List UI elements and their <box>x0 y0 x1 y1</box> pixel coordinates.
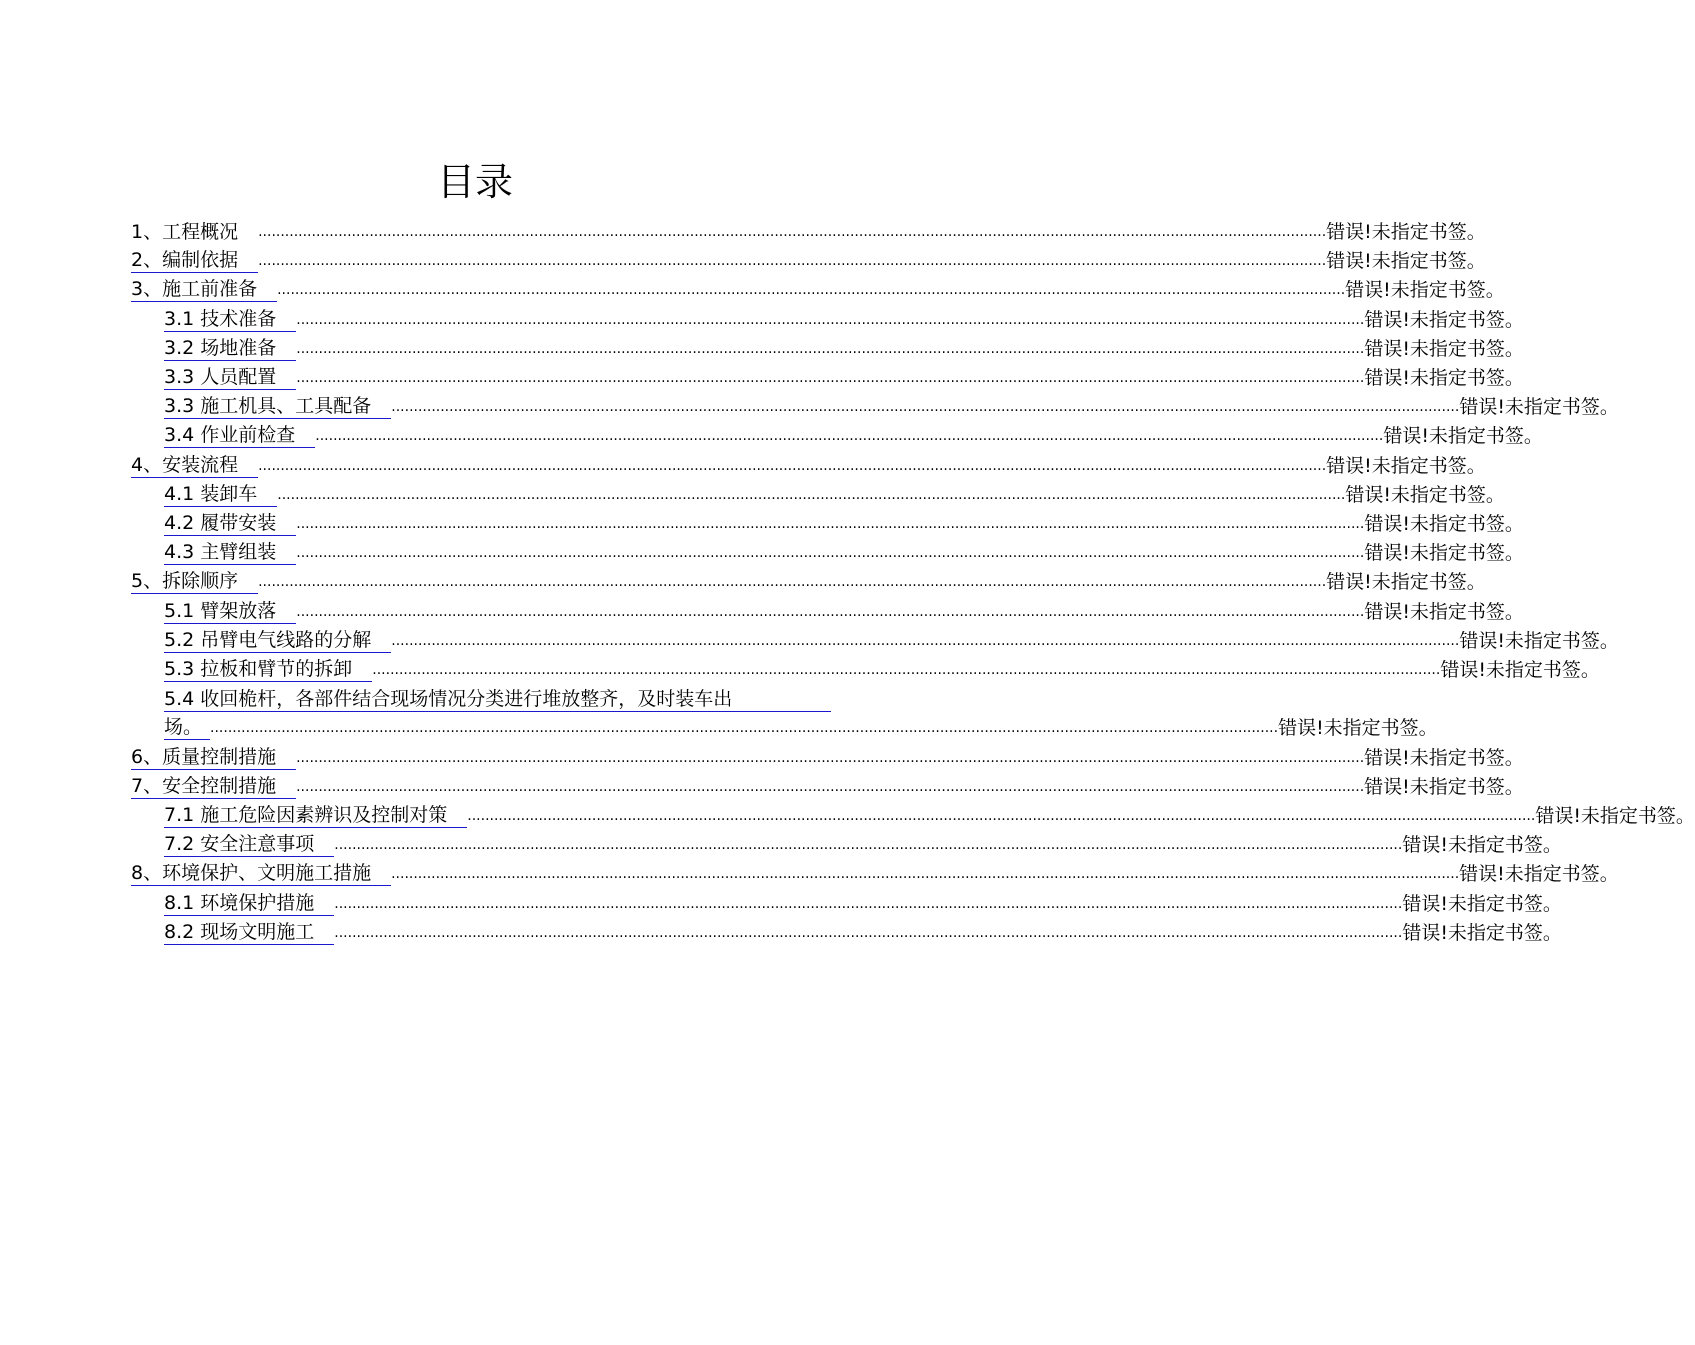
page-title: 目录 <box>436 160 513 204</box>
toc-dot-leader: ................................................................................................................................................................................................................................................ <box>296 370 1365 386</box>
toc-dot-leader: ................................................................................................................................................................................................................................................ <box>277 486 1346 503</box>
toc-entry[interactable] <box>164 304 1524 332</box>
toc-entry-label[interactable]: 3.1 技术准备 <box>164 307 296 332</box>
toc-entry-label[interactable]: 1、工程概况 <box>131 221 239 243</box>
toc-dot-leader: ................................................................................................................................................................................................................................................ <box>467 808 1536 824</box>
toc-entry[interactable] <box>164 800 1695 828</box>
toc-entry-label[interactable]: 7.1 施工危险因素辨识及控制对策 <box>164 803 467 828</box>
toc-dot-leader: ................................................................................................................................................................................................................................................ <box>391 632 1460 649</box>
toc-entry-label[interactable]: 5.3 拉板和臂节的拆卸 <box>164 657 372 682</box>
toc-entry-label[interactable]: 场。 <box>164 715 210 740</box>
toc-entry[interactable] <box>164 888 1562 916</box>
toc-entry[interactable] <box>164 420 1543 448</box>
toc-entry-label[interactable]: 3.3 施工机具、工具配备 <box>164 394 391 419</box>
toc-dot-leader: ................................................................................................................................................................................................................................................ <box>296 311 1365 328</box>
toc-entry-label[interactable]: 5.1 臂架放落 <box>164 599 296 624</box>
toc-dot-leader: ................................................................................................................................................................................................................................................ <box>258 253 1327 270</box>
toc-entry-page: 错误!未指定书签。 <box>1278 717 1438 740</box>
toc-entry-wrapped-line1[interactable]: 5.4 收回桅杆，各部件结合现场情况分类进行堆放整齐，及时装车出 <box>164 687 831 712</box>
toc-entry-label[interactable]: 4.3 主臂组装 <box>164 540 296 565</box>
toc-entry-label[interactable]: 3.2 场地准备 <box>164 336 296 361</box>
toc-dot-leader: ................................................................................................................................................................................................................................................ <box>210 720 1279 737</box>
toc-entry-page: 错误!未指定书签。 <box>1326 454 1486 477</box>
toc-entry-label[interactable]: 8.1 环境保护措施 <box>164 891 334 916</box>
toc-entry-page: 错误!未指定书签。 <box>1402 921 1562 944</box>
toc-entry[interactable] <box>131 858 1619 886</box>
toc-dot-leader: ................................................................................................................................................................................................................................................ <box>277 282 1346 299</box>
toc-entry-label[interactable]: 5.2 吊臂电气线路的分解 <box>164 628 391 653</box>
toc-dot-leader: ................................................................................................................................................................................................................................................ <box>334 837 1403 854</box>
toc-entry-label[interactable]: 5、拆除顺序 <box>131 569 258 594</box>
toc-entry-wrapped-line2[interactable] <box>164 712 1438 740</box>
toc-entry-label[interactable]: 7.2 安全注意事项 <box>164 832 334 857</box>
toc-entry-page: 错误!未指定书签。 <box>1364 600 1524 623</box>
toc-dot-leader: ................................................................................................................................................................................................................................................ <box>258 224 1327 240</box>
toc-entry[interactable] <box>164 537 1524 565</box>
toc-entry[interactable] <box>164 625 1619 653</box>
toc-dot-leader: ................................................................................................................................................................................................................................................ <box>391 866 1460 883</box>
toc-entry-page: 错误!未指定书签。 <box>1345 483 1505 506</box>
toc-entry-page: 错误!未指定书签。 <box>1326 221 1486 243</box>
toc-entry-page: 错误!未指定书签。 <box>1364 337 1524 360</box>
toc-entry-page: 错误!未指定书签。 <box>1364 308 1524 331</box>
toc-dot-leader: ................................................................................................................................................................................................................................................ <box>296 749 1365 766</box>
toc-entry[interactable] <box>164 829 1562 857</box>
toc-dot-leader: ................................................................................................................................................................................................................................................ <box>334 924 1403 941</box>
toc-dot-leader: ................................................................................................................................................................................................................................................ <box>334 895 1403 912</box>
toc-entry-page: 错误!未指定书签。 <box>1364 746 1524 769</box>
toc-entry[interactable] <box>131 245 1486 273</box>
toc-entry[interactable] <box>164 362 1524 390</box>
toc-entry-label[interactable]: 3.4 作业前检查 <box>164 423 315 448</box>
toc-entry-label[interactable]: 2、编制依据 <box>131 248 258 273</box>
toc-dot-leader: ................................................................................................................................................................................................................................................ <box>258 574 1327 591</box>
toc-entry[interactable] <box>164 333 1524 361</box>
toc-entry-label[interactable]: 8.2 现场文明施工 <box>164 920 334 945</box>
toc-entry-label[interactable]: 6、质量控制措施 <box>131 745 296 770</box>
toc-entry[interactable] <box>164 917 1562 945</box>
toc-entry-page: 错误!未指定书签。 <box>1440 659 1600 681</box>
toc-dot-leader: ................................................................................................................................................................................................................................................ <box>391 399 1460 416</box>
toc-dot-leader: ................................................................................................................................................................................................................................................ <box>296 778 1365 795</box>
toc-entry-label[interactable]: 7、安全控制措施 <box>131 774 296 799</box>
toc-entry-page: 错误!未指定书签。 <box>1326 250 1486 273</box>
toc-entry-label[interactable]: 3.3 人员配置 <box>164 365 296 390</box>
toc-entry-page: 错误!未指定书签。 <box>1459 396 1619 419</box>
toc-entry-page: 错误!未指定书签。 <box>1402 892 1562 915</box>
toc-entry[interactable] <box>164 596 1524 624</box>
toc-entry[interactable] <box>131 771 1524 799</box>
toc-entry-label[interactable]: 3、施工前准备 <box>131 277 277 302</box>
toc-entry-page: 错误!未指定书签。 <box>1364 775 1524 798</box>
toc-dot-leader: ................................................................................................................................................................................................................................................ <box>296 603 1365 620</box>
toc-entry-label[interactable]: 4、安装流程 <box>131 453 258 478</box>
toc-entry-page: 错误!未指定书签。 <box>1402 834 1562 857</box>
toc-entry-page: 错误!未指定书签。 <box>1459 629 1619 652</box>
toc-dot-leader: ................................................................................................................................................................................................................................................ <box>372 662 1441 678</box>
toc-entry[interactable] <box>164 391 1619 419</box>
toc-dot-leader: ................................................................................................................................................................................................................................................ <box>296 516 1365 532</box>
toc-entry-page: 错误!未指定书签。 <box>1535 805 1695 827</box>
toc-entry-page: 错误!未指定书签。 <box>1345 279 1505 302</box>
toc-dot-leader: ................................................................................................................................................................................................................................................ <box>315 428 1384 445</box>
toc-entry-page: 错误!未指定书签。 <box>1383 425 1543 448</box>
toc-entry[interactable] <box>164 508 1524 536</box>
toc-entry-page: 错误!未指定书签。 <box>1326 571 1486 594</box>
toc-entry[interactable] <box>164 479 1505 507</box>
toc-entry[interactable] <box>131 450 1486 478</box>
toc-entry-page: 错误!未指定书签。 <box>1364 367 1524 389</box>
toc-entry-page: 错误!未指定书签。 <box>1459 863 1619 886</box>
toc-entry[interactable] <box>164 654 1600 682</box>
toc-dot-leader: ................................................................................................................................................................................................................................................ <box>296 545 1365 562</box>
toc-dot-leader: ................................................................................................................................................................................................................................................ <box>258 457 1327 474</box>
toc-entry-label[interactable]: 4.2 履带安装 <box>164 511 296 536</box>
toc-entry-page: 错误!未指定书签。 <box>1364 542 1524 565</box>
toc-entry[interactable] <box>131 742 1524 770</box>
toc-entry-label[interactable]: 4.1 装卸车 <box>164 482 277 507</box>
toc-entry[interactable] <box>131 216 1486 244</box>
toc-entry[interactable] <box>131 274 1505 302</box>
toc-dot-leader: ................................................................................................................................................................................................................................................ <box>296 340 1365 357</box>
toc-entry[interactable] <box>131 566 1486 594</box>
toc-entry-page: 错误!未指定书签。 <box>1364 513 1524 535</box>
toc-entry-label[interactable]: 8、环境保护、文明施工措施 <box>131 861 391 886</box>
